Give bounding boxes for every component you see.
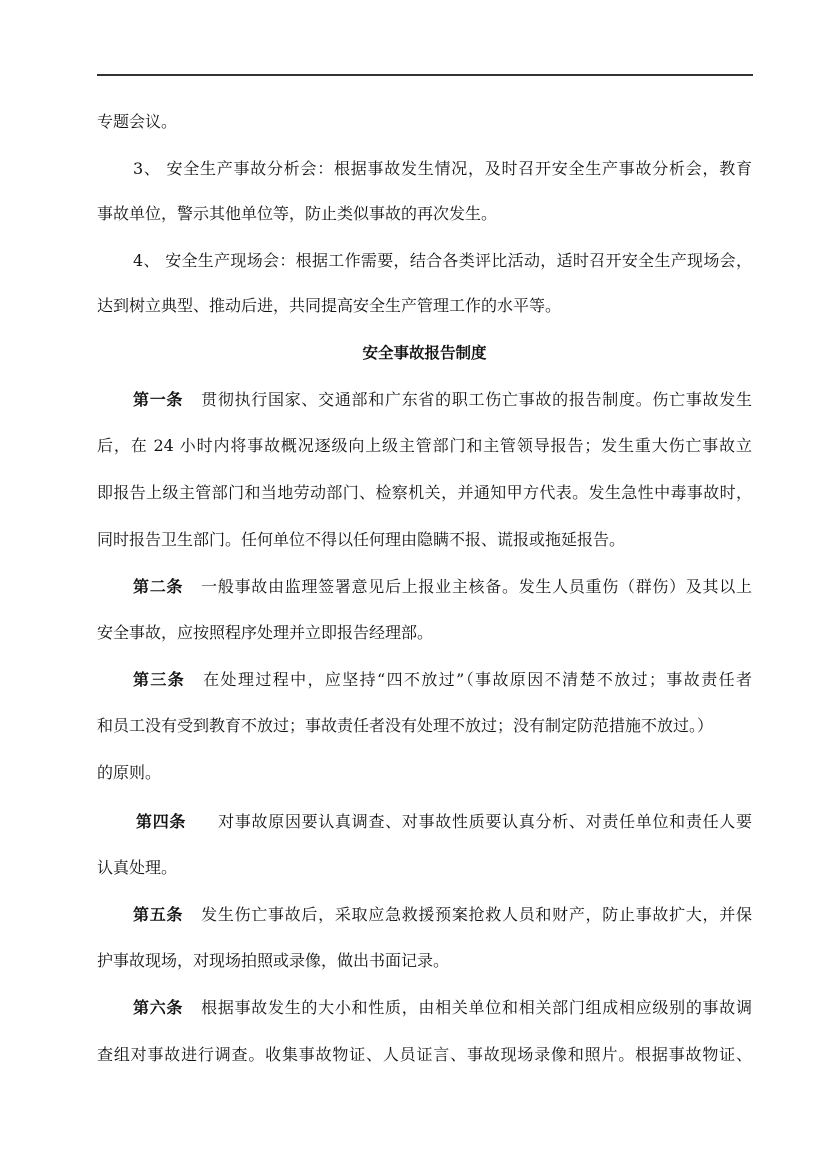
- article-line: 即报告上级主管部门和当地劳动部门、检察机关，并通知甲方代表。发生急性中毒事故时，: [97, 483, 752, 502]
- article-1: [133, 388, 752, 412]
- article-text: 一般事故由监理签署意见后上报业主核备。发生人员重伤（群伤）及其以上: [201, 577, 752, 596]
- article-line: 查组对事故进行调查。收集事故物证、人员证言、事故现场录像和照片。根据事故物证、: [97, 1045, 752, 1064]
- article-text: 在处理过程中，应坚持“四不放过”（事故原因不清楚不放过；事故责任者: [203, 670, 752, 689]
- article-text: 发生伤亡事故后，采取应急救援预案抢救人员和财产，防止事故扩大，并保: [201, 905, 752, 924]
- article-label: 第一条: [133, 390, 184, 409]
- paragraph-line: 4、 安全生产现场会：根据工作需要，结合各类评比活动，适时召开安全生产现场会，: [133, 251, 752, 270]
- article-line: 安全事故，应按照程序处理并立即报告经理部。: [97, 623, 434, 642]
- article-label: 第六条: [133, 998, 184, 1017]
- paragraph-line: 达到树立典型、推动后进，共同提高安全生产管理工作的水平等。: [97, 296, 562, 315]
- article-5: [133, 903, 752, 927]
- article-line: 同时报告卫生部门。任何单位不得以任何理由隐瞒不报、谎报或拖延报告。: [97, 530, 626, 549]
- paragraph-line: 事故单位，警示其他单位等，防止类似事故的再次发生。: [97, 204, 498, 223]
- article-line: 和员工没有受到教育不放过；事故责任者没有处理不放过；没有制定防范措施不放过。）: [97, 716, 714, 735]
- paragraph-line: 3、 安全生产事故分析会：根据事故发生情况，及时召开安全生产事故分析会，教育: [133, 159, 752, 178]
- article-line: 认真处理。: [97, 858, 178, 877]
- article-text: 对事故原因要认真调查、对事故性质要认真分析、对责任单位和责任人要: [218, 812, 752, 831]
- article-line: 护事故现场，对现场拍照或录像，做出书面记录。: [97, 951, 450, 970]
- article-label: 第三条: [133, 670, 186, 689]
- article-2: [133, 575, 752, 599]
- article-text: 根据事故发生的大小和性质，由相关单位和相关部门组成相应级别的事故调: [201, 998, 752, 1017]
- article-text: 贯彻执行国家、交通部和广东省的职工伤亡事故的报告制度。伤亡事故发生: [201, 390, 752, 409]
- header-rule: [97, 74, 753, 76]
- paragraph-line: 专题会议。: [97, 112, 178, 131]
- article-label: 第二条: [133, 577, 184, 596]
- article-6: [133, 996, 752, 1020]
- article-4: [136, 810, 752, 834]
- article-label: 第四条: [136, 812, 187, 831]
- article-line: 的原则。: [97, 763, 162, 782]
- article-label: 第五条: [133, 905, 184, 924]
- article-line: 后，在 24 小时内将事故概况逐级向上级主管部门和主管领导报告；发生重大伤亡事故立: [97, 436, 752, 455]
- section-title: 安全事故报告制度: [362, 343, 487, 362]
- article-3: [133, 668, 752, 692]
